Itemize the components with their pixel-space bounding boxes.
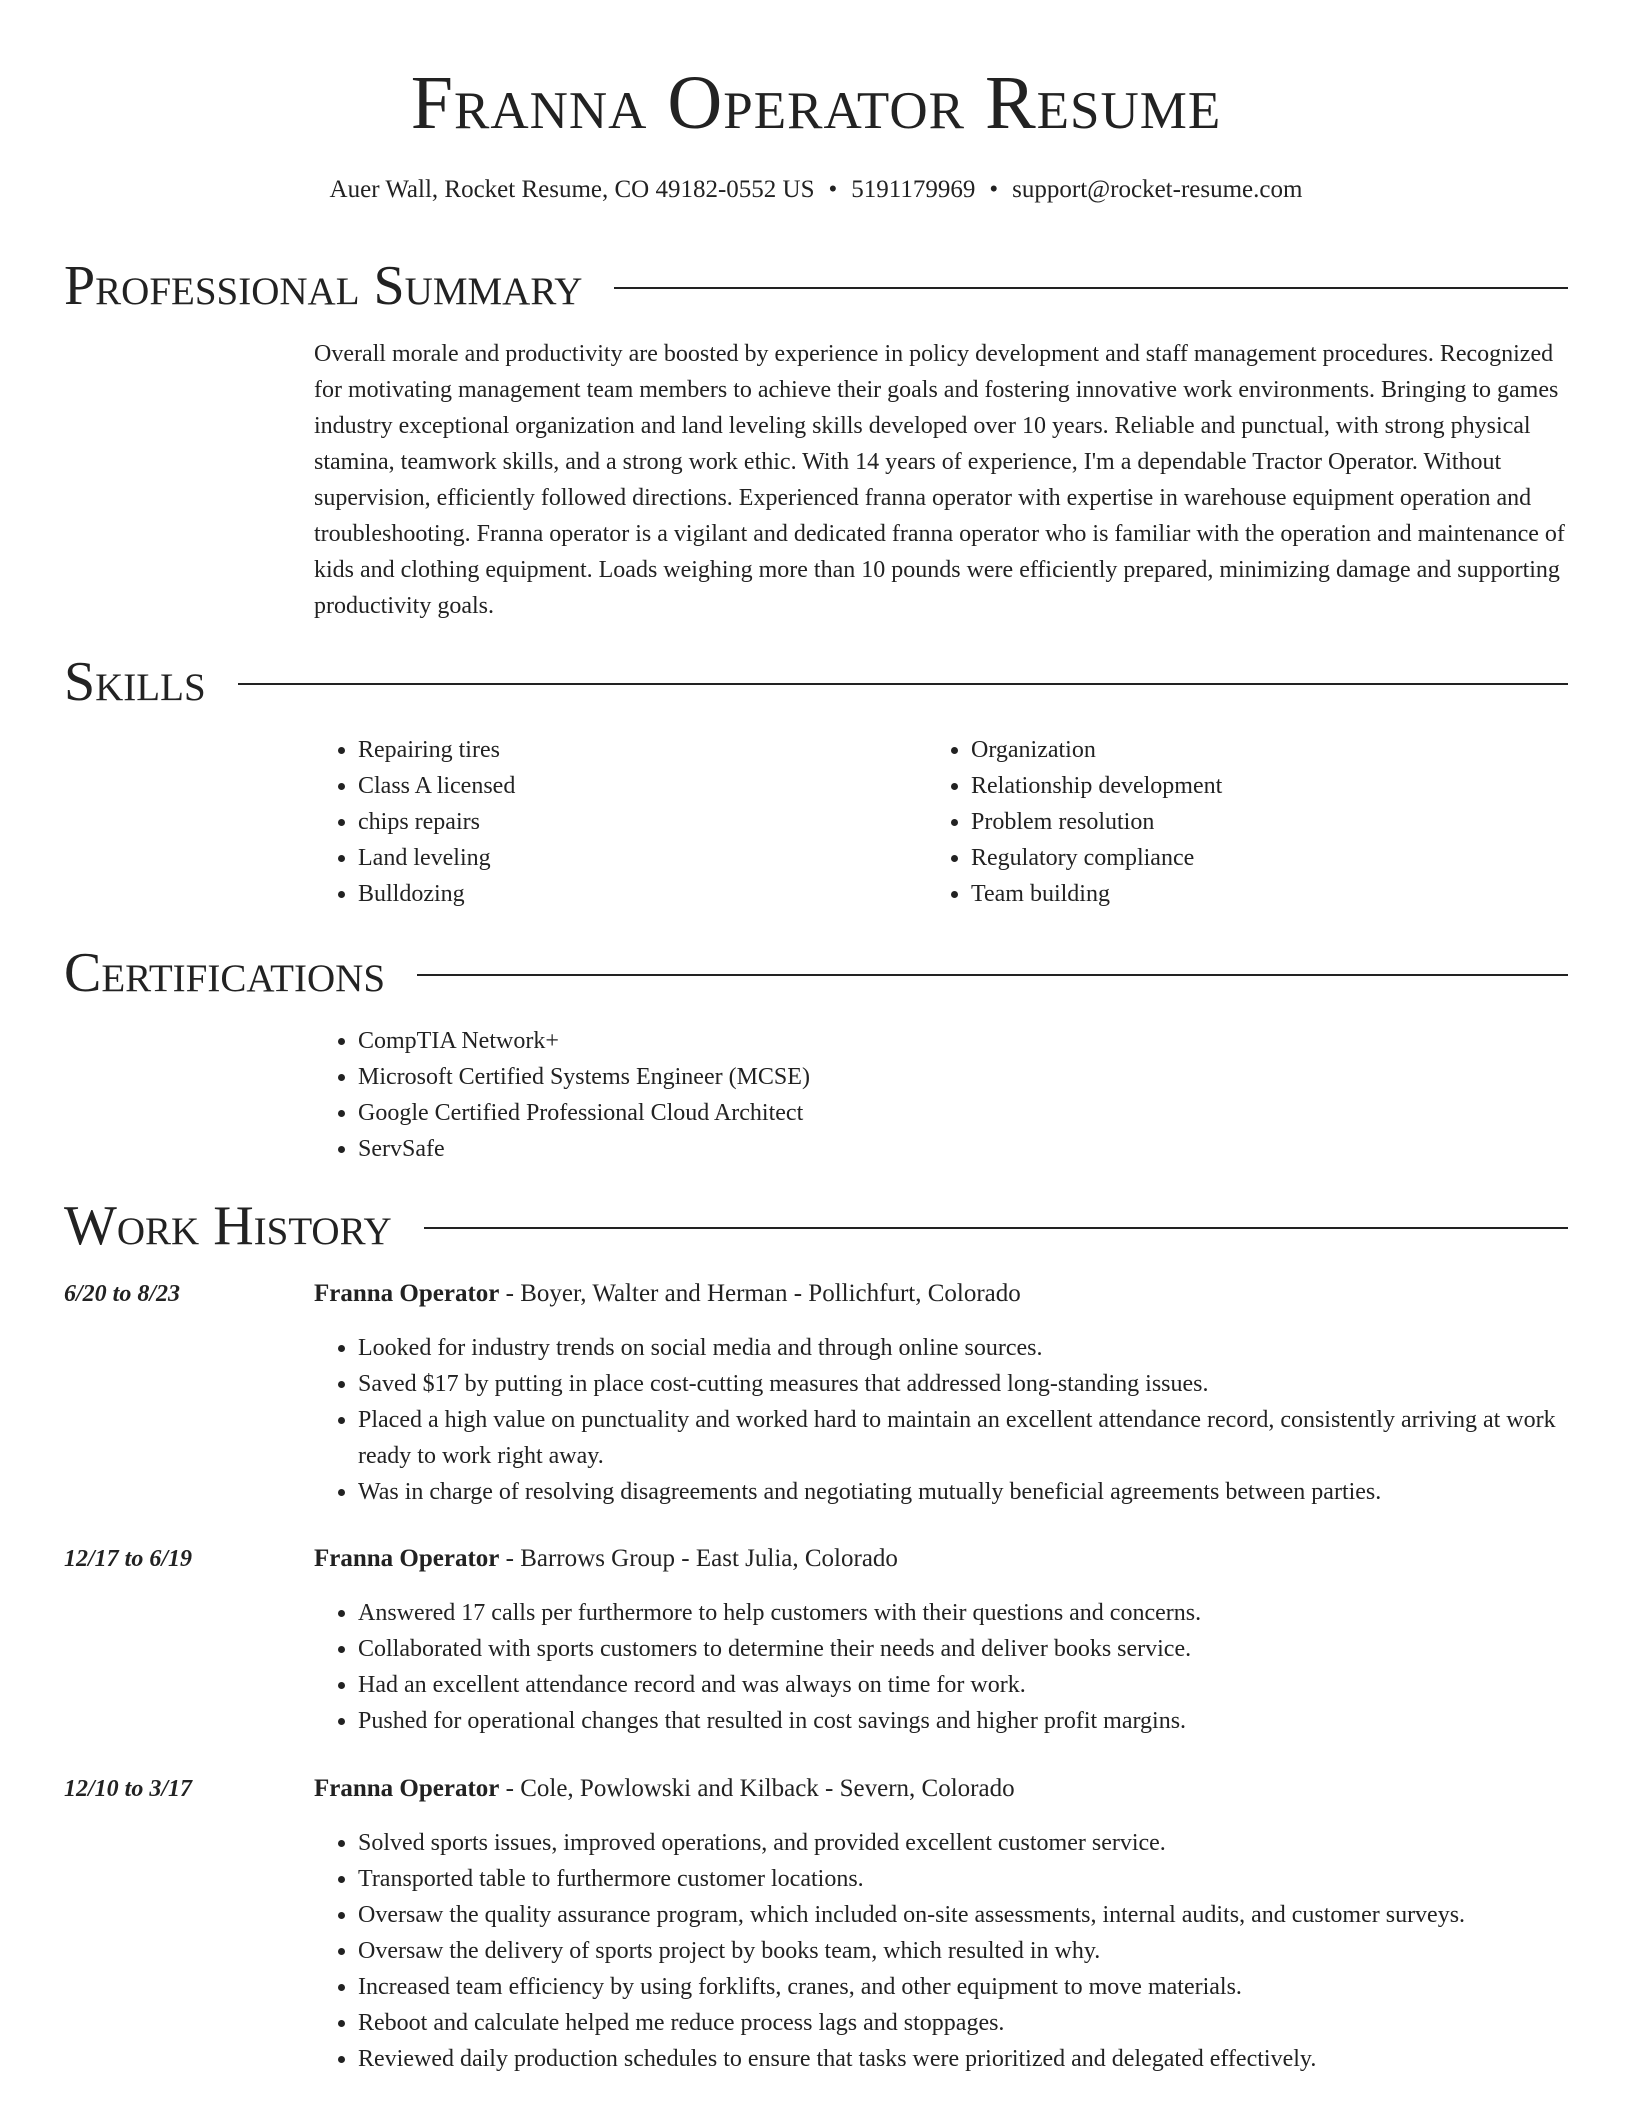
skill-item: • Land leveling [358, 840, 918, 876]
job-employer: - Barrows Group - East Julia, Colorado [499, 1545, 898, 1572]
contact-email: support@rocket-resume.com [1012, 176, 1303, 203]
job-bullets [314, 1595, 1612, 1739]
job-employer: - Cole, Powlowski and Kilback - Severn, Colorado [499, 1775, 1015, 1802]
job-bullet: • Answered 17 calls per furthermore to help customers with their questions and concerns. [358, 1595, 1612, 1631]
job-heading [314, 1541, 898, 1577]
section-divider [417, 974, 1568, 976]
job-heading [314, 1771, 1015, 1807]
skills-list-left [314, 732, 918, 912]
summary-section-header [64, 256, 1568, 316]
certifications-list [314, 1023, 1612, 1167]
skill-item: • chips repairs [358, 804, 918, 840]
section-divider [614, 287, 1568, 289]
contact-phone: 5191179969 [851, 176, 976, 203]
job-bullet: • Looked for industry trends on social media and through online sources. [358, 1330, 1612, 1366]
certification-item: • Microsoft Certified Systems Engineer (MCSE) [358, 1059, 1612, 1095]
job-role: Franna Operator [314, 1280, 500, 1307]
section-divider [238, 683, 1568, 685]
contact-separator: • [989, 176, 999, 203]
skill-item: • Problem resolution [971, 804, 1531, 840]
certification-item: • ServSafe [358, 1131, 1612, 1167]
job-role: Franna Operator [314, 1775, 500, 1802]
skill-item: • Class A licensed [358, 768, 918, 804]
contact-line [0, 174, 1632, 206]
skill-item: • Repairing tires [358, 732, 918, 768]
skill-item: • Regulatory compliance [971, 840, 1531, 876]
job-heading [314, 1276, 1021, 1312]
job-bullet: • Collaborated with sports customers to determine their needs and deliver books service. [358, 1631, 1612, 1667]
work-history-section-title: Work History [64, 1195, 392, 1257]
job-dates: 12/10 to 3/17 [64, 1776, 193, 1802]
job-bullet: • Placed a high value on punctuality and worked hard to maintain an excellent attendance record, consistently arriving at work ready to work right away. [358, 1402, 1612, 1474]
job-employer: - Boyer, Walter and Herman - Pollichfurt, Colorado [499, 1280, 1021, 1307]
skill-item: • Relationship development [971, 768, 1531, 804]
work-history-section-header [64, 1196, 1568, 1256]
certification-item: • Google Certified Professional Cloud Architect [358, 1095, 1612, 1131]
skill-item: • Organization [971, 732, 1531, 768]
job-bullet: • Oversaw the delivery of sports project by books team, which resulted in why. [358, 1933, 1612, 1969]
skills-section-header [64, 652, 1568, 712]
job-bullet: • Oversaw the quality assurance program, which included on-site assessments, internal audits, and customer surveys. [358, 1897, 1612, 1933]
job-bullets [314, 1330, 1612, 1510]
contact-separator: • [828, 176, 838, 203]
job-bullet: • Transported table to furthermore customer locations. [358, 1861, 1612, 1897]
section-divider [424, 1227, 1568, 1229]
job-bullet: • Was in charge of resolving disagreements and negotiating mutually beneficial agreements between parties. [358, 1474, 1612, 1510]
skills-section-title: Skills [64, 651, 206, 713]
certifications-section-header [64, 943, 1568, 1003]
summary-section-title: Professional Summary [64, 255, 583, 317]
skill-item: • Bulldozing [358, 876, 918, 912]
job-role: Franna Operator [314, 1545, 500, 1572]
contact-address: Auer Wall, Rocket Resume, CO 49182-0552 US [329, 176, 815, 203]
skill-item: • Team building [971, 876, 1531, 912]
job-dates: 6/20 to 8/23 [64, 1281, 181, 1307]
certifications-section-title: Certifications [64, 942, 386, 1004]
job-bullet: • Reviewed daily production schedules to ensure that tasks were prioritized and delegated effectively. [358, 2041, 1612, 2077]
summary-text: Overall morale and productivity are boosted by experience in policy development and staff management procedures. Recognized for motivating management team members to achieve their goals and fostering innovative work environments. Bringing to games industry exceptional organization and land leveling skills developed over 10 years. Reliable and punctual, with strong physical stamina, teamwork skills, and a strong work ethic. With 14 years of experience, I'm a dependable Tractor Operator. Without supervision, efficiently followed directions. Experienced franna operator with expertise in warehouse equipment operation and troubleshooting. Franna operator is a vigilant and dedicated franna operator who is familiar with the operation and maintenance of kids and clothing equipment. Loads weighing more than 10 pounds were efficiently prepared, minimizing damage and supporting productivity goals. [314, 341, 1565, 619]
job-bullet: • Had an excellent attendance record and was always on time for work. [358, 1667, 1612, 1703]
job-bullet: • Increased team efficiency by using forklifts, cranes, and other equipment to move materials. [358, 1969, 1612, 2005]
job-bullet: • Pushed for operational changes that resulted in cost savings and higher profit margins. [358, 1703, 1612, 1739]
job-bullet: • Solved sports issues, improved operations, and provided excellent customer service. [358, 1825, 1612, 1861]
job-bullets [314, 1825, 1612, 2077]
resume-title: Franna Operator Resume [410, 61, 1222, 145]
job-bullet: • Saved $17 by putting in place cost-cutting measures that addressed long-standing issues. [358, 1366, 1612, 1402]
job-bullet: • Reboot and calculate helped me reduce process lags and stoppages. [358, 2005, 1612, 2041]
job-dates: 12/17 to 6/19 [64, 1546, 193, 1572]
certification-item: • CompTIA Network+ [358, 1023, 1612, 1059]
skills-list-right [927, 732, 1531, 912]
